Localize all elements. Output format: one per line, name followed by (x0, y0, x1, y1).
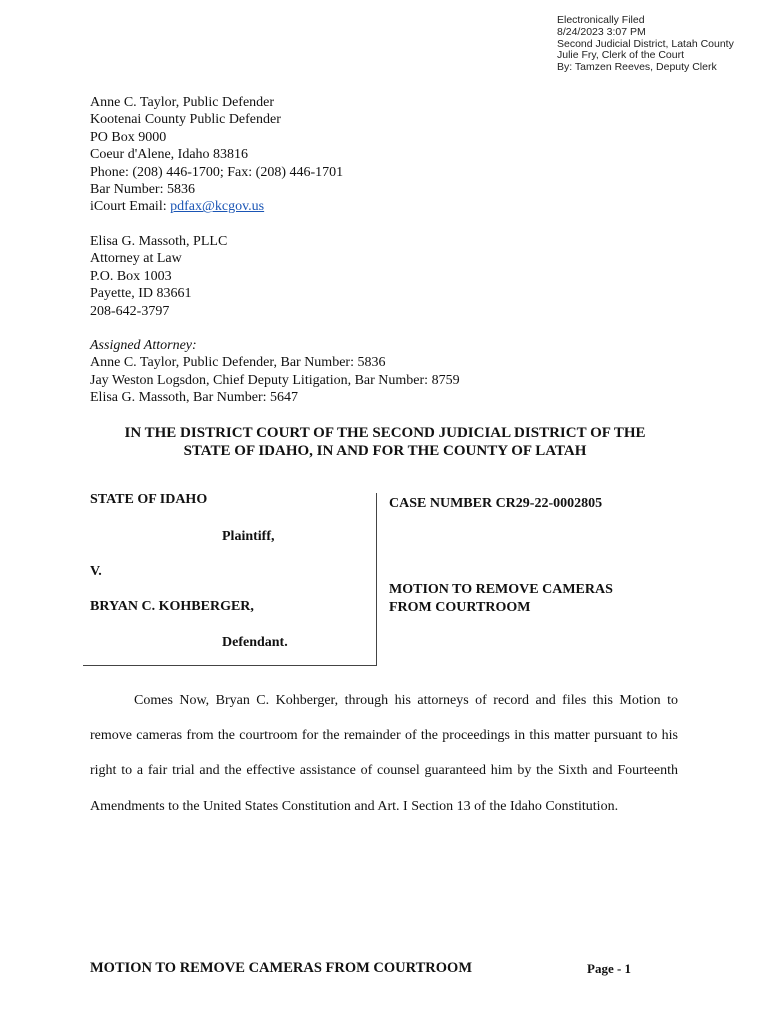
stamp-line: By: Tamzen Reeves, Deputy Clerk (557, 61, 717, 74)
stamp-line: 8/24/2023 3:07 PM (557, 25, 646, 38)
assigned-attorneys (90, 337, 460, 407)
versus-label: V. (90, 564, 102, 579)
motion-title-line: MOTION TO REMOVE CAMERAS (389, 582, 613, 597)
assigned-attorney-label: Assigned Attorney: (90, 338, 197, 353)
attorney2-title: Attorney at Law (90, 251, 182, 267)
stamp-line: Second Judicial District, Latah County (557, 37, 734, 50)
motion-title (389, 581, 613, 616)
assigned-attorney-line: Elisa G. Massoth, Bar Number: 5647 (90, 390, 299, 406)
attorney-block-primary (90, 94, 343, 216)
attorney-email-line (90, 198, 343, 215)
page-number: Page - 1 (587, 961, 632, 976)
court-heading-line: STATE OF IDAHO, IN AND FOR THE COUNTY OF LATAH (183, 443, 587, 459)
attorney-office: Kootenai County Public Defender (90, 112, 281, 128)
attorney2-po-box: P.O. Box 1003 (90, 268, 172, 284)
attorney-name: Anne C. Taylor, Public Defender (90, 95, 275, 110)
attorney-po-box: PO Box 9000 (90, 129, 167, 145)
plaintiff-label: Plaintiff, (222, 529, 275, 544)
attorney-city: Coeur d'Alene, Idaho 83816 (90, 147, 249, 163)
attorney2-city: Payette, ID 83661 (90, 286, 192, 302)
case-number: CASE NUMBER CR29-22-0002805 (389, 496, 603, 511)
assigned-attorney-line: Jay Weston Logsdon, Chief Deputy Litigation, Bar Number: 8759 (90, 372, 460, 388)
motion-body (90, 683, 678, 824)
stamp-line: Electronically Filed (557, 14, 645, 26)
body-paragraph: Comes Now, Bryan C. Kohberger, through his attorneys of record and files this Motion to remove cameras from the courtroom for the remainder of the proceedings in this matter pursuant to his right to a fair trial and the effective assistance of counsel guaranteed him by the Sixth and Fourteenth Amendments to the United States Constitution and Art. I Section 13 of the Idaho Constitution. (90, 693, 678, 814)
court-heading (90, 424, 680, 460)
caption-divider-vertical (376, 493, 377, 665)
stamp-line: Julie Fry, Clerk of the Court (557, 49, 685, 62)
attorney2-name: Elisa G. Massoth, PLLC (90, 234, 228, 249)
attorney-phone: Phone: (208) 446-1700; Fax: (208) 446-1701 (90, 164, 344, 180)
defendant-label: Defendant. (222, 635, 288, 650)
attorney-block-secondary (90, 233, 227, 320)
plaintiff-name: STATE OF IDAHO (90, 492, 208, 507)
attorney-bar-number: Bar Number: 5836 (90, 182, 195, 198)
court-heading-line: IN THE DISTRICT COURT OF THE SECOND JUDICIAL DISTRICT OF THE (124, 425, 646, 441)
assigned-attorney-line: Anne C. Taylor, Public Defender, Bar Number: 5836 (90, 355, 386, 371)
email-label: iCourt Email: (90, 199, 171, 215)
attorney2-phone: 208-642-3797 (90, 303, 170, 319)
filing-stamp (557, 15, 734, 74)
footer-title: MOTION TO REMOVE CAMERAS FROM COURTROOM (90, 960, 472, 976)
motion-title-line: FROM COURTROOM (389, 599, 531, 615)
email-link[interactable]: pdfax@kcgov.us (170, 199, 265, 215)
caption-divider-horizontal (83, 665, 377, 666)
defendant-name: BRYAN C. KOHBERGER, (90, 599, 254, 614)
